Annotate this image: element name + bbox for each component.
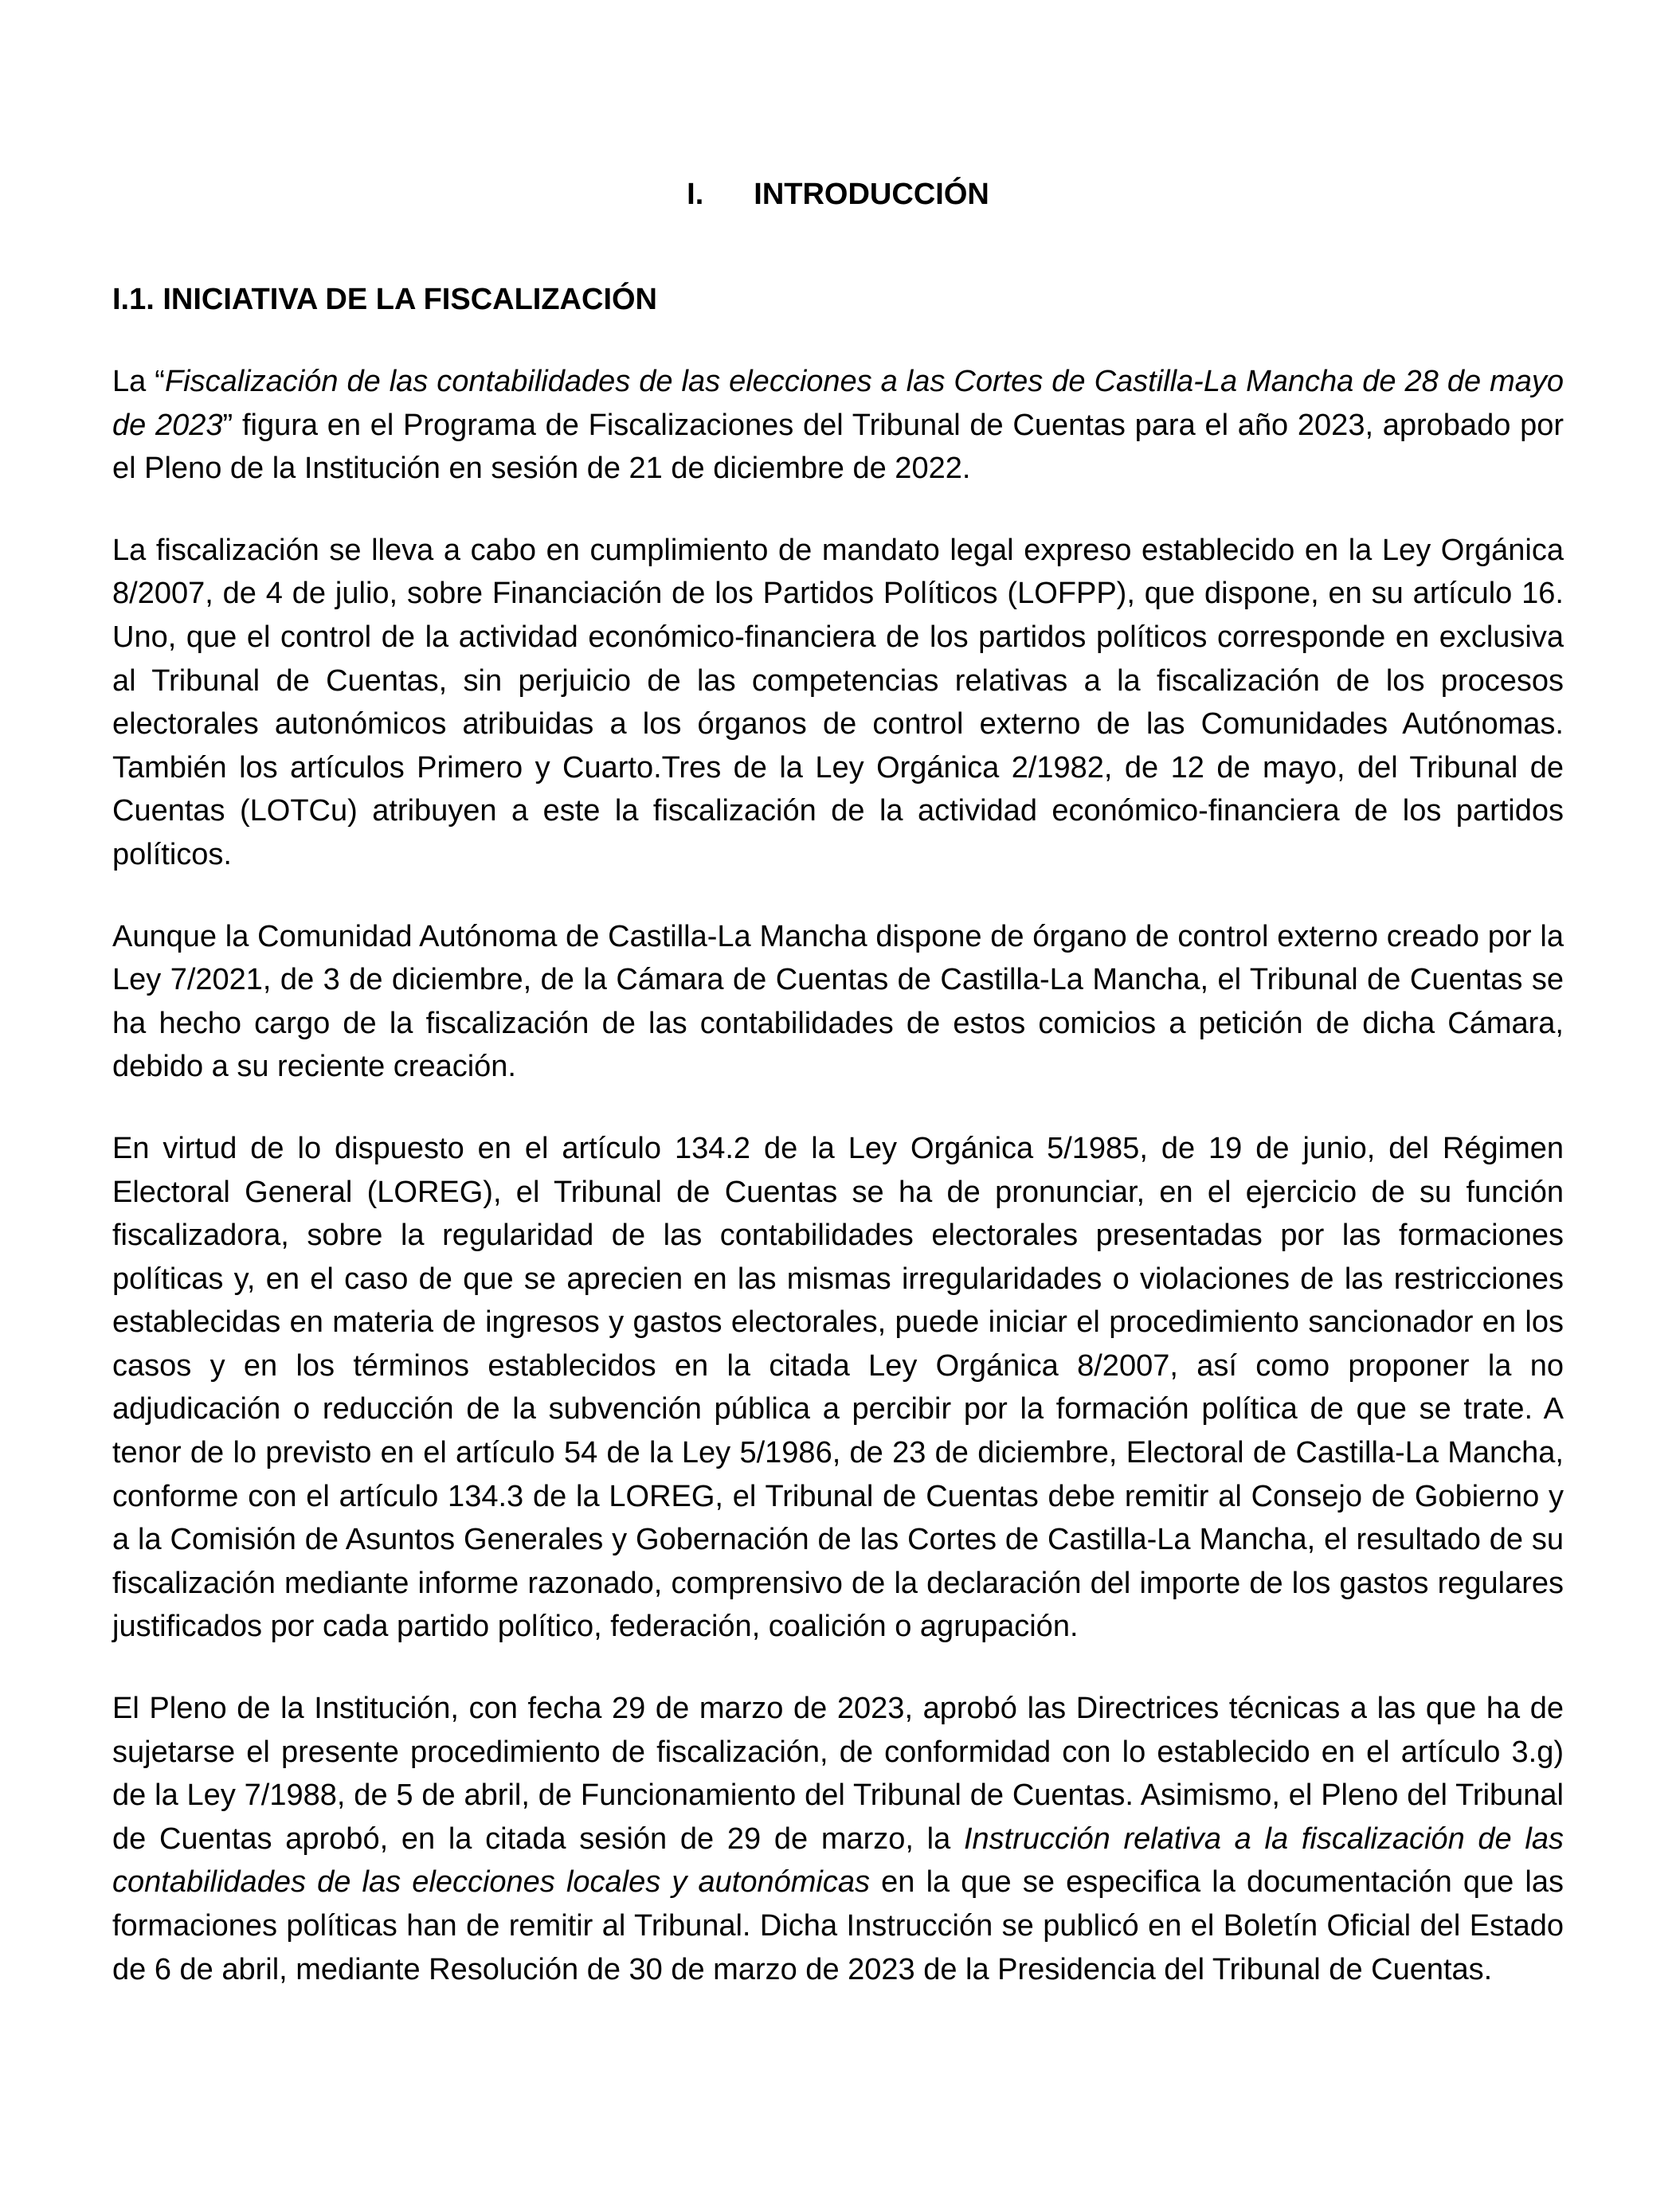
paragraph-text: La “: [112, 365, 165, 398]
instruction-title-italic: Instrucción relativa a la fiscalización de las contabilidades de las elecciones locales y autonómicas: [112, 1822, 1564, 1900]
report-title-italic: Fiscalización de las contabilidades de las elecciones a las Cortes de Castilla-La Mancha de 28 de mayo de 2023: [112, 365, 1564, 442]
chapter-number: I.: [687, 178, 704, 211]
paragraph-text: en la que se especifica la documentación que las formaciones políticas han de remitir al Tribunal. Dicha Instrucción se publicó en el Boletín Oficial del Estado de 6 de abril, mediante Resolución de 30 de marzo de 2023 de la Presidencia del Tribunal de Cuentas.: [112, 1865, 1564, 1986]
paragraph-text: El Pleno de la Institución, con fecha 29 de marzo de 2023, aprobó las Directrices técnicas a las que ha de sujetarse el presente procedimiento de fiscalización, de conformidad con lo establecido en el artículo 3.g) de la Ley 7/1988, de 5 de abril, de Funcionamiento del Tribunal de Cuentas. Asimismo, el Pleno del Tribunal de Cuentas aprobó, en la citada sesión de 29 de marzo, la: [112, 1692, 1564, 1856]
section-heading: I.1. INICIATIVA DE LA FISCALIZACIÓN: [112, 283, 657, 316]
chapter-heading: [112, 174, 1564, 215]
paragraph-legal-mandate: La fiscalización se lleva a cabo en cumplimiento de mandato legal expreso establecido en la Ley Orgánica 8/2007, de 4 de julio, sobre Financiación de los Partidos Políticos (LOFPP), que dispone, en su artículo 16. Uno, que el control de la actividad económico-financiera de los partidos políticos corresponde en exclusiva al Tribunal de Cuentas, sin perjuicio de las competencias relativas a la fiscalización de los procesos electorales autonómicos atribuidas a los órganos de control externo de las Comunidades Autónomas. También los artículos Primero y Cuarto.Tres de la Ley Orgánica 2/1982, de 12 de mayo, del Tribunal de Cuentas (LOTCu) atribuyen a este la fiscalización de la actividad económico-financiera de los partidos políticos.: [112, 533, 1564, 871]
paragraph-text: ” figura en el Programa de Fiscalizaciones del Tribunal de Cuentas para el año 2023, aprobado por el Pleno de la Institución en sesión de 21 de diciembre de 2022.: [112, 408, 1564, 486]
paragraph-directives: [112, 1687, 1564, 1991]
paragraph-regional-body: Aunque la Comunidad Autónoma de Castilla-La Mancha dispone de órgano de control externo creado por la Ley 7/2021, de 3 de diciembre, de la Cámara de Cuentas de Castilla-La Mancha, el Tribunal de Cuentas se ha hecho cargo de la fiscalización de las contabilidades de estos comicios a petición de dicha Cámara, debido a su reciente creación.: [112, 919, 1564, 1084]
paragraph-loreg: En virtud de lo dispuesto en el artículo 134.2 de la Ley Orgánica 5/1985, de 19 de junio, del Régimen Electoral General (LOREG), el Tribunal de Cuentas se ha de pronunciar, en el ejercicio de su función fiscalizadora, sobre la regularidad de las contabilidades electorales presentadas por las formaciones políticas y, en el caso de que se aprecien en las mismas irregularidades o violaciones de las restricciones establecidas en materia de ingresos y gastos electorales, puede iniciar el procedimiento sancionador en los casos y en los términos establecidos en la citada Ley Orgánica 8/2007, así como proponer la no adjudicación o reducción de la subvención pública a percibir por la formación política de que se trate. A tenor de lo previsto en el artículo 54 de la Ley 5/1986, de 23 de diciembre, Electoral de Castilla-La Mancha, conforme con el artículo 134.3 de la LOREG, el Tribunal de Cuentas debe remitir al Consejo de Gobierno y a la Comisión de Asuntos Generales y Gobernación de las Cortes de Castilla-La Mancha, el resultado de su fiscalización mediante informe razonado, comprensivo de la declaración del importe de los gastos regulares justificados por cada partido político, federación, coalición o agrupación.: [112, 1131, 1564, 1644]
document-page: [112, 174, 1564, 2029]
chapter-title: INTRODUCCIÓN: [754, 178, 989, 211]
paragraph-initiative: [112, 360, 1564, 491]
